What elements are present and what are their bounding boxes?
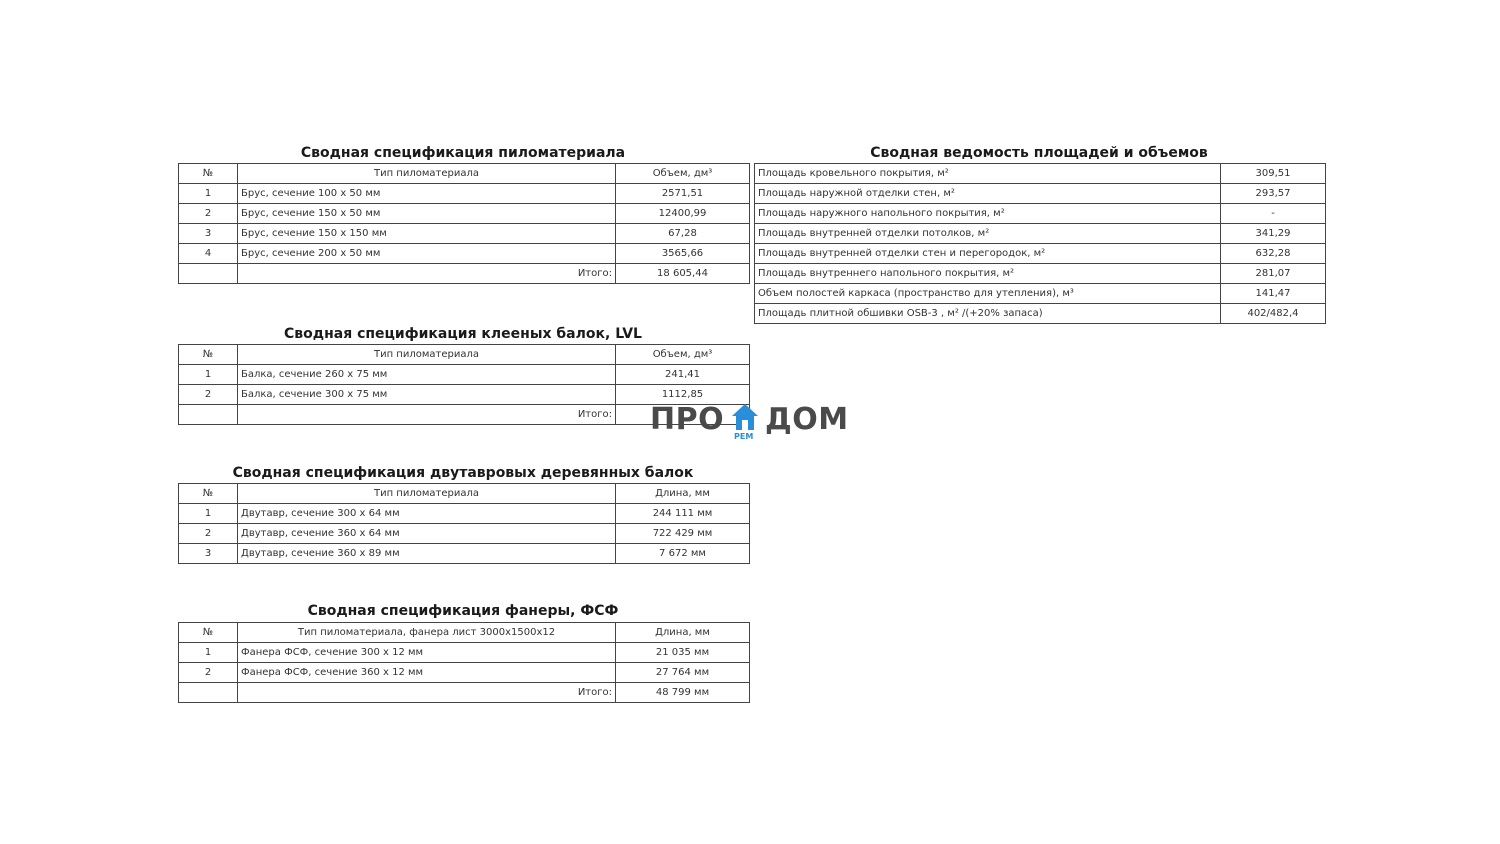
table-header-row [179,164,750,184]
header-type: Тип пиломатериала [238,164,616,184]
row-type: Балка, сечение 260 x 75 мм [238,365,616,385]
total-label: Итого: [238,405,616,425]
row-number: 2 [179,385,238,405]
total-value: 18 605,44 [616,264,750,284]
row-value: 1112,85 [616,385,750,405]
table-row [755,224,1326,244]
row-number: 4 [179,244,238,264]
row-type: Двутавр, сечение 360 x 89 мм [238,544,616,564]
table-row [755,164,1326,184]
header-number: № [179,484,238,504]
row-number: 1 [179,184,238,204]
row-type: Фанера ФСФ, сечение 300 x 12 мм [238,643,616,663]
row-value: 632,28 [1221,244,1326,264]
row-value: 241,41 [616,365,750,385]
table-header-row [179,484,750,504]
header-volume: Объем, дм³ [616,164,750,184]
watermark-small-text: РЕМ [734,432,754,441]
row-label: Площадь внутренней отделки стен и перегородок, м² [755,244,1221,264]
row-number: 3 [179,544,238,564]
ibeam-table [178,483,750,564]
table-row [179,224,750,244]
row-number: 1 [179,643,238,663]
table-row [179,544,750,564]
table-row [755,184,1326,204]
total-value: 48 799 мм [616,683,750,703]
row-label: Площадь наружного напольного покрытия, м² [755,204,1221,224]
row-value: 341,29 [1221,224,1326,244]
table-row [755,204,1326,224]
plywood-title: Сводная спецификация фанеры, ФСФ [307,603,619,619]
row-value: 21 035 мм [616,643,750,663]
row-value: 244 111 мм [616,504,750,524]
table-row [179,524,750,544]
table-row [179,184,750,204]
total-empty-cell [179,264,238,284]
table-row [179,504,750,524]
row-number: 2 [179,204,238,224]
row-type: Брус, сечение 150 x 150 мм [238,224,616,244]
header-length: Длина, мм [616,623,750,643]
lumber-title: Сводная спецификация пиломатериала [300,145,626,161]
table-row [755,264,1326,284]
row-value: 141,47 [1221,284,1326,304]
watermark-left-text: ПРО [650,402,725,437]
table-header-row [179,345,750,365]
ibeam-title: Сводная спецификация двутавровых деревянных балок [232,465,694,481]
row-label: Площадь внутреннего напольного покрытия, м² [755,264,1221,284]
row-value: 402/482,4 [1221,304,1326,324]
table-row [179,244,750,264]
row-value: 722 429 мм [616,524,750,544]
row-value: 3565,66 [616,244,750,264]
table-row [755,304,1326,324]
row-value: 27 764 мм [616,663,750,683]
row-type: Двутавр, сечение 360 x 64 мм [238,524,616,544]
row-label: Объем полостей каркаса (пространство для утепления), м³ [755,284,1221,304]
table-total-row [179,264,750,284]
row-value: 12400,99 [616,204,750,224]
header-type: Тип пиломатериала [238,345,616,365]
row-type: Брус, сечение 150 x 50 мм [238,204,616,224]
total-empty-cell [179,405,238,425]
row-type: Фанера ФСФ, сечение 360 x 12 мм [238,663,616,683]
lumber-table [178,163,750,284]
lvl-title: Сводная спецификация клееных балок, LVL [284,326,642,342]
table-header-row [179,623,750,643]
total-empty-cell [179,683,238,703]
header-type: Тип пиломатериала, фанера лист 3000x1500x12 [238,623,616,643]
header-length: Длина, мм [616,484,750,504]
row-value: 281,07 [1221,264,1326,284]
row-value: 293,57 [1221,184,1326,204]
table-row [179,663,750,683]
areas-title: Сводная ведомость площадей и объемов [870,145,1208,161]
header-volume: Объем, дм³ [616,345,750,365]
row-value: 309,51 [1221,164,1326,184]
row-type: Балка, сечение 300 x 75 мм [238,385,616,405]
header-type: Тип пиломатериала [238,484,616,504]
row-value: - [1221,204,1326,224]
row-label: Площадь внутренней отделки потолков, м² [755,224,1221,244]
plywood-table [178,622,750,703]
table-row [179,204,750,224]
row-type: Брус, сечение 100 x 50 мм [238,184,616,204]
header-number: № [179,164,238,184]
row-number: 2 [179,663,238,683]
row-label: Площадь кровельного покрытия, м² [755,164,1221,184]
table-row [179,365,750,385]
table-total-row [179,683,750,703]
table-row [755,284,1326,304]
row-type: Двутавр, сечение 300 x 64 мм [238,504,616,524]
row-number: 1 [179,504,238,524]
areas-table [754,163,1326,324]
row-label: Площадь наружной отделки стен, м² [755,184,1221,204]
watermark-right-text: ДОМ [765,402,849,437]
watermark-logo [650,400,850,444]
header-number: № [179,623,238,643]
total-label: Итого: [238,264,616,284]
house-icon [730,402,760,432]
row-type: Брус, сечение 200 x 50 мм [238,244,616,264]
row-value: 67,28 [616,224,750,244]
total-label: Итого: [238,683,616,703]
row-label: Площадь плитной обшивки OSB-3 , м² /(+20% запаса) [755,304,1221,324]
row-number: 1 [179,365,238,385]
row-value: 7 672 мм [616,544,750,564]
table-row [179,643,750,663]
row-number: 3 [179,224,238,244]
table-row [755,244,1326,264]
row-value: 2571,51 [616,184,750,204]
row-number: 2 [179,524,238,544]
header-number: № [179,345,238,365]
